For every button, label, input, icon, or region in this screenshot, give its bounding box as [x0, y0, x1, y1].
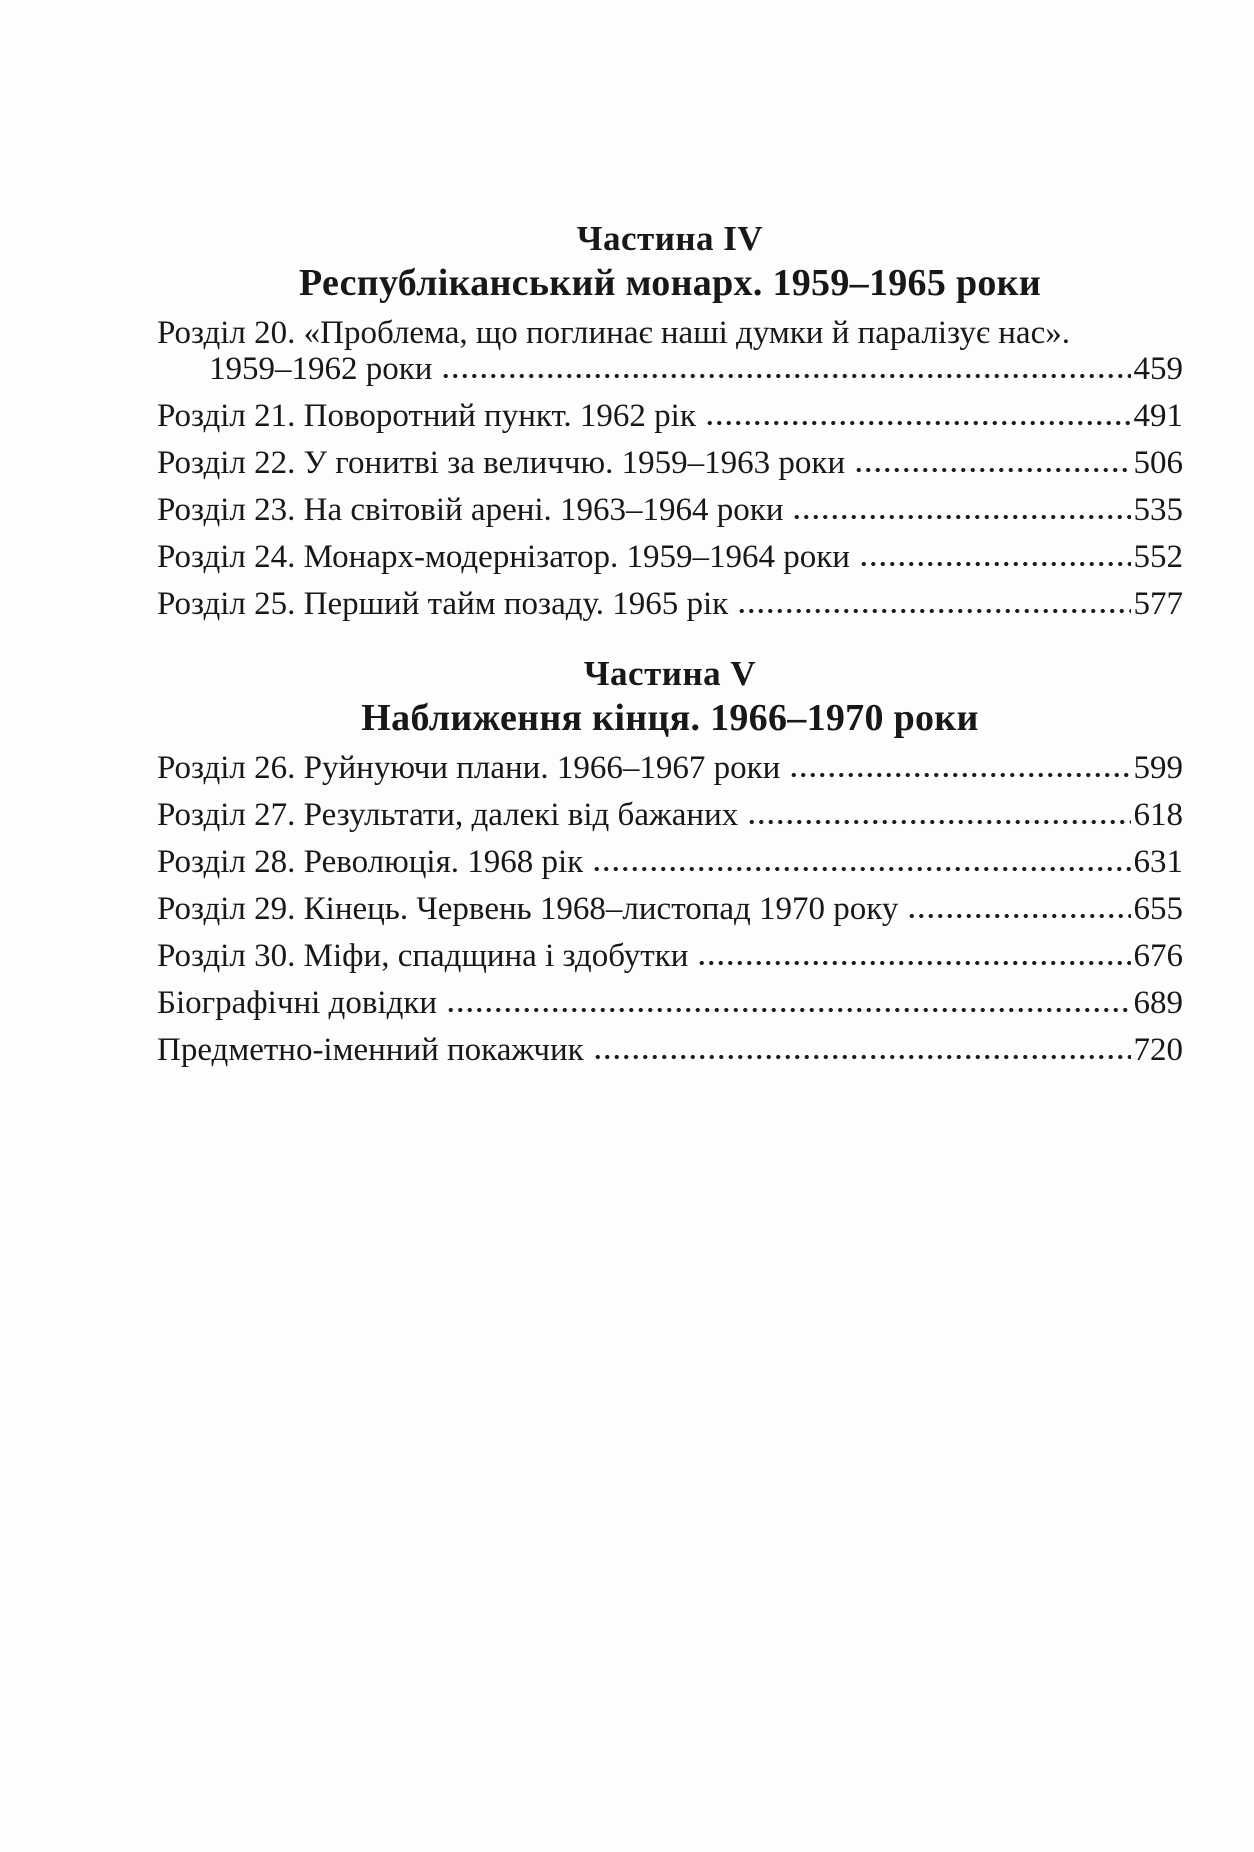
- toc-entry: [157, 351, 1183, 387]
- dot-leader: [789, 772, 1130, 778]
- toc-entry-title: Розділ 24. Монарх-модернізатор. 1959–1964 роки: [157, 539, 850, 575]
- page-number: 599: [1133, 750, 1183, 786]
- toc-entry: [157, 539, 1183, 575]
- part-title: Республіканський монарх. 1959–1965 роки: [298, 262, 1042, 304]
- dot-leader: [854, 467, 1130, 473]
- page-number: 631: [1133, 844, 1183, 880]
- part-label: Частина V: [583, 654, 757, 693]
- dot-leader: [737, 608, 1130, 614]
- toc-entry: [157, 492, 1183, 528]
- table-of-contents: [157, 0, 1183, 1068]
- page-number: 676: [1133, 938, 1183, 974]
- toc-entry-title: Розділ 28. Революція. 1968 рік: [157, 844, 584, 880]
- toc-entry-title: Біографічні довідки: [157, 985, 438, 1021]
- dot-leader: [446, 1007, 1130, 1013]
- toc-entry-title: Розділ 29. Кінець. Червень 1968–листопад 1970 року: [157, 891, 899, 927]
- toc-entry-title: Розділ 22. У гонитві за величчю. 1959–1963 роки: [157, 445, 846, 481]
- dot-leader: [792, 514, 1130, 520]
- part-title: Наближення кінця. 1966–1970 роки: [361, 697, 979, 739]
- toc-entry-title: Предметно-іменний покажчик: [157, 1032, 584, 1068]
- dot-leader: [747, 819, 1130, 825]
- dot-leader: [593, 1054, 1131, 1060]
- toc-entry-title: Розділ 27. Результати, далекі від бажаних: [157, 797, 739, 833]
- page-number: 535: [1133, 492, 1183, 528]
- page-number: 720: [1133, 1032, 1183, 1068]
- dot-leader: [705, 420, 1131, 426]
- page-number: 459: [1133, 351, 1183, 387]
- toc-entry: [157, 938, 1183, 974]
- toc-entry: [157, 797, 1183, 833]
- toc-entry-title: Розділ 25. Перший тайм позаду. 1965 рік: [157, 586, 729, 622]
- toc-entry-title: Розділ 26. Руйнуючи плани. 1966–1967 роки: [157, 750, 781, 786]
- page-number: 491: [1133, 398, 1183, 434]
- page-number: 552: [1133, 539, 1183, 575]
- page-number: 618: [1133, 797, 1183, 833]
- toc-entry-title: Розділ 30. Міфи, спадщина і здобутки: [157, 938, 689, 974]
- back-matter-entry: [157, 1032, 1183, 1068]
- page-number: 577: [1133, 586, 1183, 622]
- part-label: Частина IV: [576, 219, 764, 258]
- toc-entry: [157, 844, 1183, 880]
- toc-entry: [157, 891, 1183, 927]
- dot-leader: [441, 373, 1130, 379]
- page-number: 655: [1133, 891, 1183, 927]
- toc-entry-title: Розділ 23. На світовій арені. 1963–1964 роки: [157, 492, 784, 528]
- dot-leader: [859, 561, 1131, 567]
- toc-entry-title: Розділ 20. «Проблема, що поглинає наші думки й паралізує нас».: [157, 315, 1070, 351]
- toc-entry: [157, 750, 1183, 786]
- dot-leader: [592, 866, 1130, 872]
- dot-leader: [907, 913, 1130, 919]
- toc-entry: [157, 445, 1183, 481]
- toc-entry: [157, 398, 1183, 434]
- back-matter-entry: [157, 985, 1183, 1021]
- toc-entry-title: Розділ 21. Поворотний пункт. 1962 рік: [157, 398, 696, 434]
- page-number: 506: [1133, 445, 1183, 481]
- dot-leader: [697, 960, 1130, 966]
- toc-entry-continuation: 1959–1962 роки: [209, 351, 433, 387]
- toc-entry: [157, 586, 1183, 622]
- page-number: 689: [1133, 985, 1183, 1021]
